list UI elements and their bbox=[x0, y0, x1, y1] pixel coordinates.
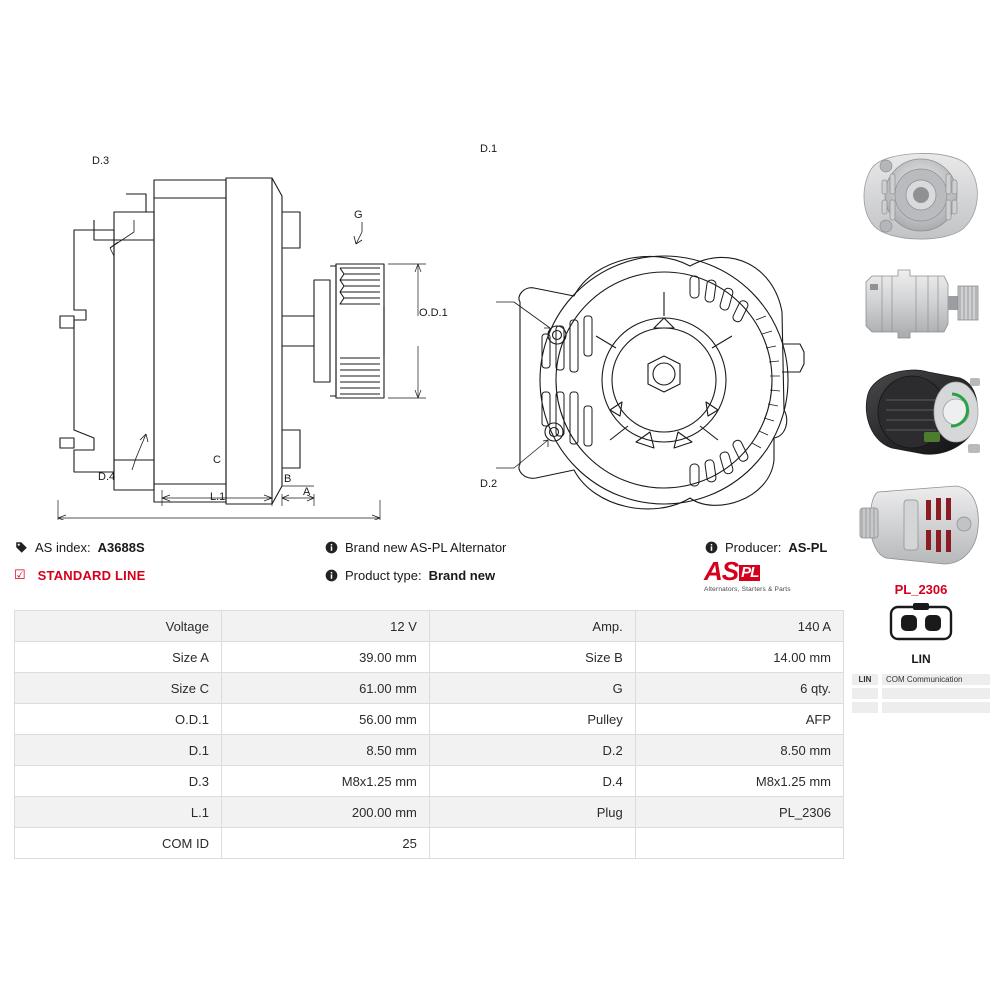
producer-label: Producer: bbox=[725, 539, 782, 555]
list-item bbox=[852, 688, 990, 699]
spec-value: 14.00 mm bbox=[635, 642, 843, 673]
spec-value: 6 qty. bbox=[635, 673, 843, 704]
plug-pin-desc bbox=[882, 688, 990, 699]
plug-pin bbox=[852, 702, 878, 713]
spec-label: G bbox=[429, 673, 635, 704]
aspl-logo-text: AS bbox=[704, 555, 739, 586]
spec-label: D.1 bbox=[15, 735, 222, 766]
plug-pin: LIN bbox=[852, 674, 878, 685]
table-row bbox=[15, 735, 844, 766]
table-row bbox=[15, 828, 844, 859]
spec-label: Voltage bbox=[15, 611, 222, 642]
table-row bbox=[15, 704, 844, 735]
aspl-logo bbox=[704, 555, 760, 586]
standard-line-badge bbox=[14, 567, 324, 583]
table-row bbox=[15, 673, 844, 704]
product-photo-column bbox=[852, 140, 990, 716]
label-a: A bbox=[303, 486, 311, 498]
spec-value: M8x1.25 mm bbox=[221, 766, 429, 797]
plug-name: LIN bbox=[911, 652, 931, 666]
label-d4: D.4 bbox=[98, 471, 116, 483]
brand-logo-slot bbox=[704, 555, 844, 593]
info-icon bbox=[704, 540, 718, 554]
spec-value: 140 A bbox=[635, 611, 843, 642]
info-icon bbox=[324, 568, 338, 582]
as-index bbox=[14, 540, 324, 555]
producer bbox=[704, 540, 844, 555]
spec-label: L.1 bbox=[15, 797, 222, 828]
spec-label: O.D.1 bbox=[15, 704, 222, 735]
spec-label: Size C bbox=[15, 673, 222, 704]
spec-label: Pulley bbox=[429, 704, 635, 735]
aspl-logo-box: PL bbox=[741, 563, 759, 581]
spec-value: 25 bbox=[221, 828, 429, 859]
plug-pin bbox=[852, 688, 878, 699]
info-icon bbox=[324, 540, 338, 554]
label-c: C bbox=[213, 454, 221, 466]
spec-value: AFP bbox=[635, 704, 843, 735]
label-d2: D.2 bbox=[480, 478, 498, 490]
list-item bbox=[852, 674, 990, 685]
spec-value: 200.00 mm bbox=[221, 797, 429, 828]
product-photo-front[interactable] bbox=[852, 140, 990, 246]
spec-value: PL_2306 bbox=[635, 797, 843, 828]
spec-value: 61.00 mm bbox=[221, 673, 429, 704]
spec-label: COM ID bbox=[15, 828, 222, 859]
label-l1: L.1 bbox=[210, 491, 226, 503]
spec-value: 12 V bbox=[221, 611, 429, 642]
spec-label: D.2 bbox=[429, 735, 635, 766]
table-row bbox=[15, 642, 844, 673]
spec-label: D.3 bbox=[15, 766, 222, 797]
product-photo-back[interactable] bbox=[852, 470, 990, 576]
list-item bbox=[852, 702, 990, 713]
spec-value: 39.00 mm bbox=[221, 642, 429, 673]
as-index-value: A3688S bbox=[97, 539, 145, 555]
plug-pin-desc: COM Communication bbox=[882, 674, 990, 685]
spec-blank-cell bbox=[635, 828, 843, 859]
plug-diagram bbox=[852, 601, 990, 666]
product-info-block bbox=[14, 533, 844, 593]
table-row bbox=[15, 766, 844, 797]
aspl-tagline: Alternators, Starters & Parts bbox=[704, 585, 791, 593]
spec-table-body bbox=[15, 611, 844, 859]
label-b: B bbox=[284, 473, 292, 485]
spec-blank-cell bbox=[429, 828, 635, 859]
plug-pin-legend bbox=[852, 674, 990, 713]
spec-value: 8.50 mm bbox=[221, 735, 429, 766]
as-index-label: AS index: bbox=[35, 539, 91, 555]
plug-code: PL_2306 bbox=[894, 582, 948, 597]
info-row-2 bbox=[14, 555, 844, 593]
product-description-label: Brand new AS-PL Alternator bbox=[345, 539, 507, 555]
product-type-label: Product type: bbox=[345, 567, 422, 583]
product-photo-rear[interactable] bbox=[852, 360, 990, 466]
check-icon: ☑ bbox=[14, 567, 26, 582]
table-row bbox=[15, 797, 844, 828]
spec-label: Amp. bbox=[429, 611, 635, 642]
plug-icon bbox=[885, 601, 957, 645]
spec-value: M8x1.25 mm bbox=[635, 766, 843, 797]
product-type bbox=[324, 568, 704, 583]
label-d3: D.3 bbox=[92, 155, 110, 167]
specification-table bbox=[14, 610, 844, 859]
tag-icon bbox=[14, 540, 28, 554]
spec-value: 8.50 mm bbox=[635, 735, 843, 766]
standard-line-label: STANDARD LINE bbox=[37, 567, 146, 583]
product-photo-side[interactable] bbox=[852, 250, 990, 356]
producer-value: AS-PL bbox=[788, 539, 828, 555]
drawing-svg bbox=[14, 120, 834, 520]
spec-value: 56.00 mm bbox=[221, 704, 429, 735]
label-od1: O.D.1 bbox=[419, 307, 448, 319]
spec-label: Size A bbox=[15, 642, 222, 673]
label-g: G bbox=[354, 209, 363, 221]
label-d1: D.1 bbox=[480, 143, 498, 155]
product-description bbox=[324, 540, 704, 555]
spec-label: Size B bbox=[429, 642, 635, 673]
technical-drawings bbox=[14, 120, 834, 520]
plug-pin-desc bbox=[882, 702, 990, 713]
spec-label: Plug bbox=[429, 797, 635, 828]
product-type-value: Brand new bbox=[428, 567, 496, 583]
table-row bbox=[15, 611, 844, 642]
spec-label: D.4 bbox=[429, 766, 635, 797]
